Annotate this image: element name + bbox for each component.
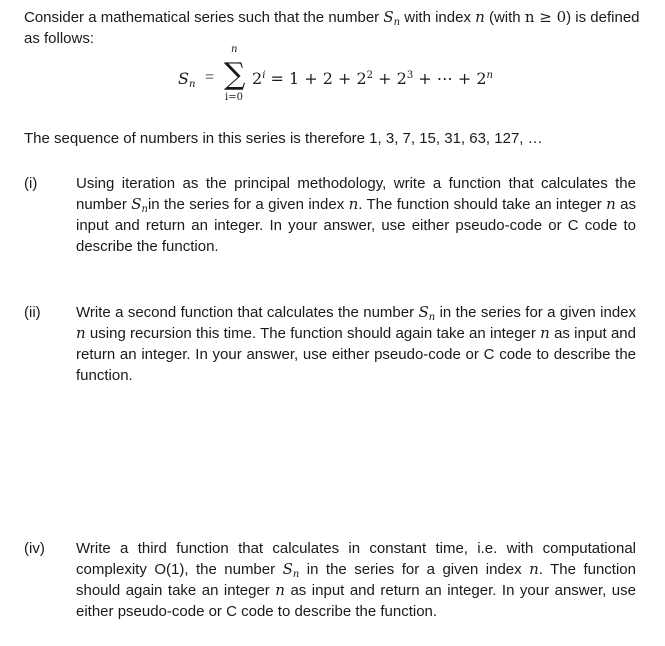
sequence-sentence: The sequence of numbers in this series is therefore 1, 3, 7, 15, 31, 63, 127, … [24,130,543,147]
series-formula [178,44,518,112]
sum-upper-limit: n [231,44,238,55]
intro-text-1: Consider a mathematical series such that the number [24,9,384,26]
formula-equals: = [205,69,215,86]
index-condition: n ≥ 0 [524,8,567,26]
item-body: Using iteration as the principal methodology, write a function that calculates the number $S_nin$ the series for a given index n. The function should take an integer n as input and return an integer. In your answer, use either pseudo-code or C code to describe the function. [76,175,636,255]
symbol-n: n [475,8,485,26]
intro-text-2: with index [400,9,476,26]
item-body: Write a second function that calculates the number $S_n$ in the series for a given index n using recursion this time. The function should again take an integer n as input and return an integer. In your answer, use either pseudo-code or C code to describe the function. [76,303,637,384]
item-label: (iv) [24,540,45,557]
item-body: Write a third function that calculates in constant time, i.e. with computational complexity O(1), the number $S_n$ in the series for a given index n. The function should again take an integer n as input and return an integer. In your answer, use either pseudo-code or C code to describe the function. [76,540,636,620]
intro-text-4: ) is defined as follows: [24,9,640,47]
intro-text-3: (with [484,9,525,26]
summation-symbol: ∑ [224,57,246,92]
symbol-s: $S_n$ [383,8,401,28]
formula-rhs: $2^i = 1 + 2 + 2^2 + 2^3$ + ⋯ + $2^n$ [252,69,493,88]
item-label: (ii) [24,304,41,321]
formula-lhs: $S_n$ [178,69,196,90]
item-label: (i) [24,175,38,192]
intro-paragraph [24,7,644,49]
sum-lower-limit: i=0 [225,92,243,103]
